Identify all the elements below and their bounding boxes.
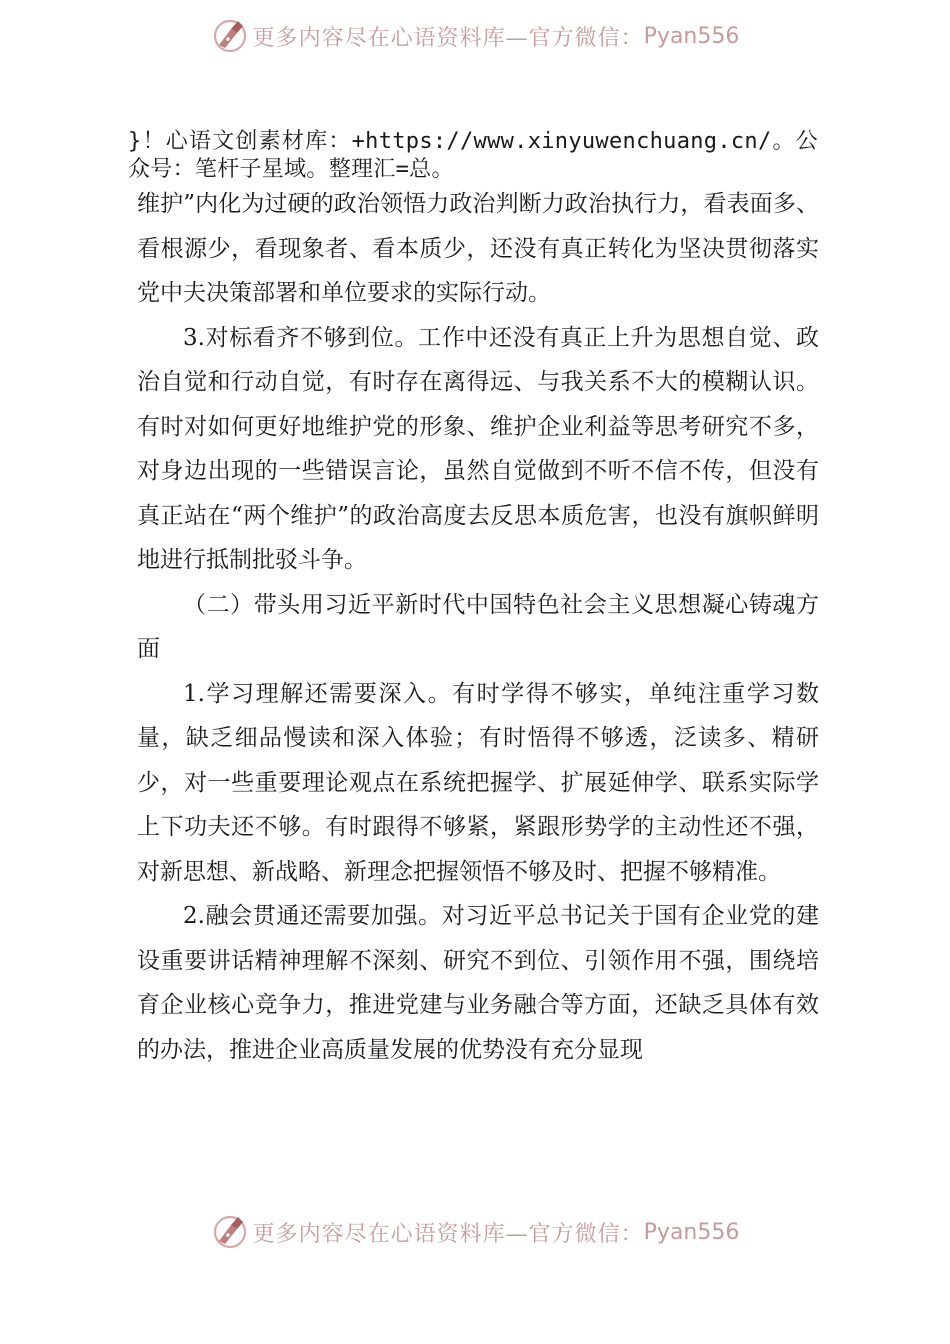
paragraph-b-item-2: 2.融会贯通还需要加强。对习近平总书记关于国有企业党的建设重要讲话精神理解不深刻、研究不到位、引领作用不强，围绕培育企业核心竞争力，推进党建与业务融合等方面，还缺乏具体有效的办法，推进企业高质量发展的优势没有充分显现: [137, 903, 819, 1063]
paragraph-b-item-1: 1.学习理解还需要深入。有时学得不够实，单纯注重学习数量，缺乏细品慢读和深入体验；有时悟得不够透，泛读多、精研少，对一些重要理论观点在系统把握学、扩展延伸学、联系实际学上下功夫还不够。有时跟得不够紧，紧跟形势学的主动性还不强，对新思想、新战略、新理念把握领悟不够及时、把握不够精准。: [137, 680, 819, 885]
header-banner: [0, 12, 950, 60]
pen-nib-logo-icon: [211, 17, 249, 55]
pen-nib-logo-icon: [211, 1213, 249, 1251]
header-wechat-handle: Pyan556: [643, 23, 740, 49]
section-heading-2: （二）带头用习近平新时代中国特色社会主义思想凝心铸魂方面: [137, 591, 819, 662]
paragraph-continuation: 维护”内化为过硬的政治领悟力政治判断力政治执行力，看表面多、看根源少，看现象者、看本质少，还没有真正转化为坚决贯彻落实党中夫决策部署和单位要求的实际行动。: [137, 191, 819, 306]
paragraph-item-3: 3.对标看齐不够到位。工作中还没有真正上升为思想自觉、政治自觉和行动自觉，有时存在离得远、与我关系不大的模糊认识。有时对如何更好地维护党的形象、维护企业利益等思考研究不多，对身边出现的一些错误言论，虽然自觉做到不听不信不传，但没有真正站在“两个维护”的政治高度去反思本质危害，也没有旗帜鲜明地进行抵制批驳斗争。: [137, 324, 819, 573]
footer-ad-text: 更多内容尽在心语资料库—官方微信：: [252, 1221, 644, 1247]
document-body: [137, 182, 819, 1072]
footer-banner: [0, 1208, 950, 1256]
header-ad-text: 更多内容尽在心语资料库—官方微信：: [252, 25, 644, 51]
source-note: }！心语文创素材库：+https://www.xinyuwenchuang.cn/。公众号：笔杆子星域。整理汇=总。: [128, 129, 818, 182]
footer-wechat-handle: Pyan556: [643, 1219, 740, 1245]
